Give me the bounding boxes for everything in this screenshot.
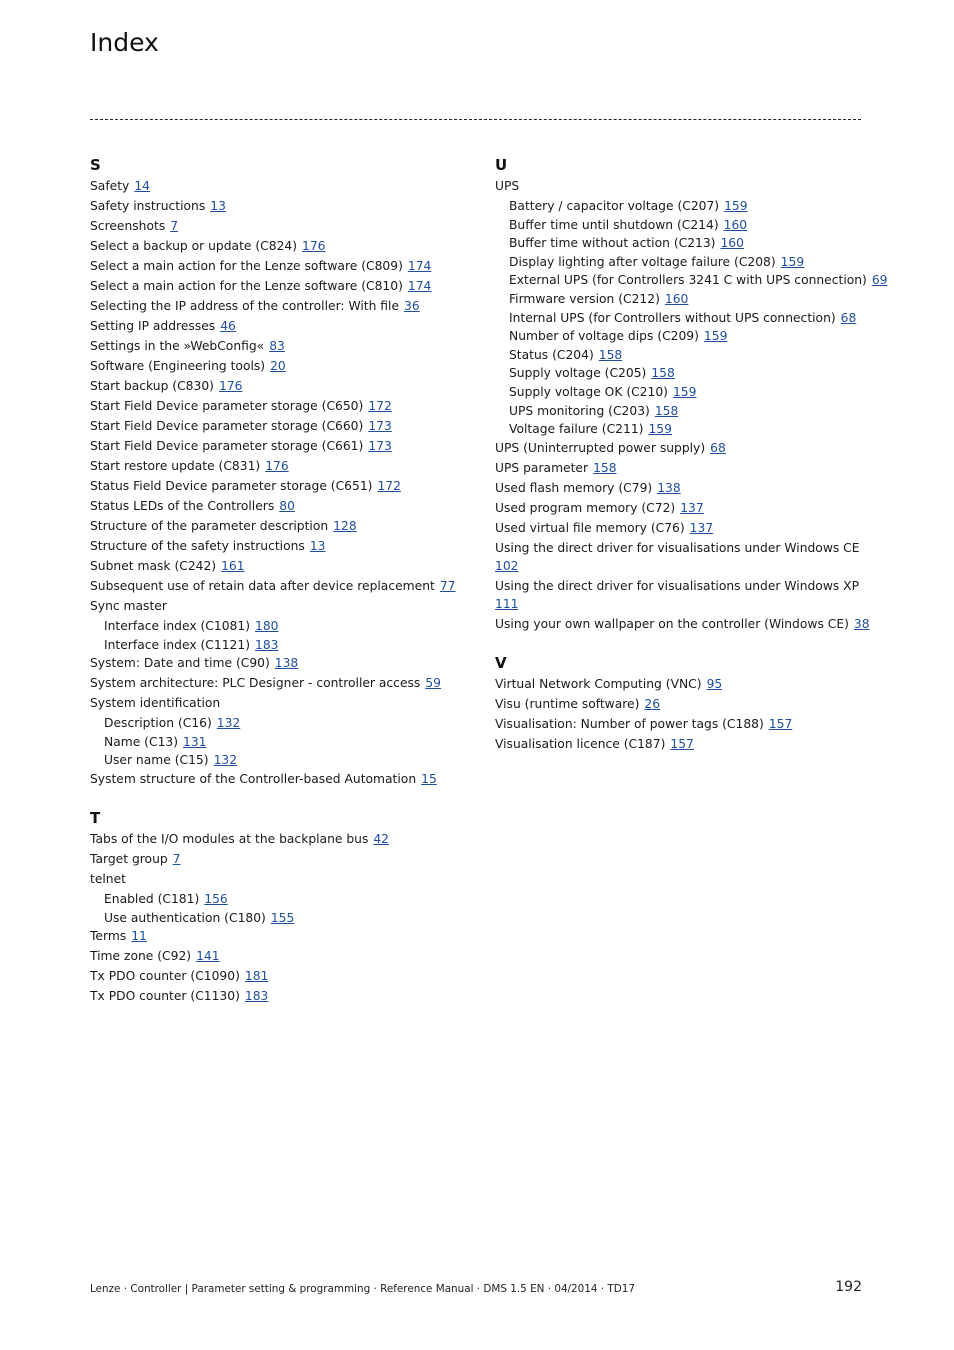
- page-link[interactable]: 138: [657, 480, 681, 495]
- page-link[interactable]: 83: [269, 339, 285, 353]
- entry-text: Used program memory (C72): [495, 500, 676, 515]
- page-link[interactable]: 36: [404, 299, 420, 313]
- entry-text: Interface index (C1121): [104, 637, 250, 652]
- index-subentry: [90, 890, 470, 908]
- index-entry: [90, 870, 470, 888]
- index-subentry: [90, 733, 470, 751]
- entry-list: [495, 177, 888, 633]
- page-link[interactable]: 173: [368, 419, 392, 433]
- index-subentry: [495, 346, 867, 364]
- header-separator: [90, 119, 861, 120]
- index-section-v: [495, 651, 867, 753]
- index-entry: [495, 177, 867, 195]
- page-link[interactable]: 14: [134, 179, 150, 193]
- index-entry: [90, 177, 470, 195]
- index-entry: [90, 417, 470, 435]
- page-link[interactable]: 7: [170, 219, 179, 233]
- section-gap: [495, 635, 867, 651]
- index-entry: [90, 457, 470, 475]
- index-section-s: [90, 153, 470, 788]
- entry-text: Target group: [90, 851, 168, 866]
- index-subentry: [495, 420, 867, 438]
- entry-text: Enabled (C181): [104, 891, 200, 906]
- index-entry: [90, 277, 470, 295]
- entry-text: Setting IP addresses: [90, 319, 216, 333]
- entry-text: Tx PDO counter (C1090): [90, 969, 240, 984]
- entry-text: Start Field Device parameter storage (C660): [90, 419, 364, 433]
- index-subentry: [495, 383, 867, 401]
- entry-text: Status (C204): [509, 347, 594, 362]
- index-entry: [90, 987, 470, 1005]
- entry-text: System structure of the Controller-based Automation: [90, 771, 417, 786]
- page-link[interactable]: 160: [664, 291, 689, 306]
- entry-text: Used flash memory (C79): [495, 480, 653, 495]
- page-link[interactable]: 157: [768, 716, 793, 731]
- page-link[interactable]: 68: [840, 310, 857, 325]
- entry-text: User name (C15): [104, 753, 209, 768]
- index-column-left: [90, 153, 470, 1007]
- index-entry: [495, 539, 867, 575]
- index-entry: [90, 357, 470, 375]
- page-link[interactable]: 159: [780, 254, 805, 269]
- index-entry: [90, 577, 470, 595]
- entry-text: Safety: [90, 179, 130, 193]
- index-entry: [90, 237, 470, 255]
- entry-list: [90, 830, 470, 1005]
- page-link[interactable]: 159: [672, 384, 697, 399]
- entry-text: Sync master: [90, 599, 167, 613]
- entry-text: Description (C16): [104, 716, 212, 731]
- index-entry: [495, 439, 867, 457]
- section-letter: U: [495, 156, 508, 174]
- entry-text: Software (Engineering tools): [90, 359, 266, 373]
- entry-text: Buffer time without action (C213): [509, 236, 716, 251]
- page-link[interactable]: 138: [274, 656, 299, 671]
- index-entry: [90, 217, 470, 235]
- page-link[interactable]: 141: [196, 949, 220, 964]
- index-entry: [90, 770, 470, 788]
- entry-text: System architecture: PLC Designer - controller access: [90, 676, 421, 691]
- index-entry: [495, 479, 867, 497]
- entry-text: Name (C13): [104, 734, 179, 749]
- page-link[interactable]: 174: [407, 279, 432, 293]
- page-link[interactable]: 137: [689, 520, 714, 535]
- entry-text: Visualisation: Number of power tags (C188): [495, 716, 764, 731]
- index-entry: [90, 477, 470, 495]
- page-link[interactable]: 20: [270, 359, 286, 373]
- page-link[interactable]: 174: [407, 259, 432, 273]
- index-subentry: [90, 909, 470, 927]
- index-entry: [90, 597, 470, 615]
- index-subentry: [90, 636, 470, 654]
- page-link[interactable]: 132: [216, 716, 241, 731]
- entry-text: Firmware version (C212): [509, 291, 660, 306]
- entry-text: Start Field Device parameter storage (C661): [90, 439, 364, 453]
- index-entry: [90, 297, 470, 315]
- entry-text: UPS: [495, 179, 520, 193]
- entry-text: Display lighting after voltage failure (C208): [509, 254, 776, 269]
- index-subentry: [495, 327, 867, 345]
- index-entry: [90, 927, 470, 945]
- section-letter: S: [90, 156, 101, 174]
- entry-text: Subsequent use of retain data after device replacement: [90, 579, 435, 593]
- page-link[interactable]: 158: [593, 460, 617, 475]
- page-link[interactable]: 160: [720, 236, 744, 251]
- entry-text: Battery / capacitor voltage (C207): [509, 199, 720, 213]
- entry-text: Used virtual file memory (C76): [495, 520, 685, 535]
- index-subentry: [495, 253, 867, 271]
- index-entry: [90, 654, 470, 672]
- entry-text: telnet: [90, 871, 126, 886]
- page-link[interactable]: 158: [651, 366, 675, 381]
- page-link[interactable]: 183: [255, 637, 279, 652]
- index-subentry: [495, 197, 867, 215]
- entry-text: System identification: [90, 696, 221, 711]
- entry-list: [90, 177, 470, 788]
- page-link[interactable]: 131: [183, 734, 207, 749]
- page-link[interactable]: 42: [373, 831, 390, 846]
- entry-text: Visualisation licence (C187): [495, 736, 666, 751]
- entry-text: Safety instructions: [90, 199, 206, 213]
- page-link[interactable]: 111: [495, 596, 519, 611]
- entry-text: External UPS (for Controllers 3241 C with UPS connection): [509, 273, 867, 288]
- page-link[interactable]: 157: [670, 736, 694, 751]
- page-link[interactable]: 69: [871, 273, 888, 288]
- entry-list: [495, 675, 867, 753]
- index-entry: [495, 577, 867, 613]
- page-link[interactable]: 172: [368, 399, 392, 413]
- entry-text: Use authentication (C180): [104, 910, 266, 925]
- index-entry: [90, 337, 470, 355]
- page-link[interactable]: 38: [853, 616, 870, 631]
- entry-text: Status LEDs of the Controllers: [90, 499, 275, 513]
- entry-text: Supply voltage OK (C210): [509, 384, 668, 399]
- page-link[interactable]: 15: [421, 771, 437, 786]
- index-subentry: [495, 271, 888, 289]
- index-subentry: [90, 751, 470, 769]
- index-entry: [90, 674, 470, 692]
- entry-text: Visu (runtime software): [495, 696, 640, 711]
- section-letter: V: [495, 653, 507, 672]
- index-subentry: [495, 234, 867, 252]
- entry-text: Structure of the safety instructions: [90, 539, 305, 553]
- page-link[interactable]: 102: [495, 558, 519, 573]
- section-letter: T: [90, 808, 101, 827]
- entry-text: Using the direct driver for visualisations under Windows XP: [495, 578, 860, 593]
- page-link[interactable]: 11: [131, 929, 147, 944]
- page-link[interactable]: 161: [221, 559, 245, 573]
- page-link[interactable]: 13: [210, 199, 226, 213]
- entry-text: Start backup (C830): [90, 379, 214, 393]
- index-entry: [90, 397, 470, 415]
- page-link[interactable]: 59: [425, 676, 441, 691]
- index-entry: [90, 257, 470, 275]
- index-entry: [90, 850, 470, 868]
- entry-text: UPS parameter: [495, 460, 589, 475]
- entry-text: Using your own wallpaper on the controller (Windows CE): [495, 616, 849, 631]
- index-entry: [495, 615, 870, 633]
- index-column-right: [495, 153, 888, 755]
- index-entry: [90, 377, 470, 395]
- page-link[interactable]: 176: [218, 379, 243, 393]
- entry-text: Settings in the »WebConfig«: [90, 339, 265, 353]
- entry-text: Tabs of the I/O modules at the backplane bus: [90, 831, 369, 846]
- index-entry: [90, 557, 470, 575]
- index-entry: [90, 197, 470, 215]
- page-link[interactable]: 128: [333, 519, 357, 533]
- entry-text: Select a main action for the Lenze software (C809): [90, 259, 403, 273]
- entry-text: Start Field Device parameter storage (C650): [90, 399, 364, 413]
- entry-text: Buffer time until shutdown (C214): [509, 217, 719, 232]
- index-subentry: [495, 290, 867, 308]
- entry-text: Internal UPS (for Controllers without UPS connection): [509, 310, 836, 325]
- page-link[interactable]: 68: [710, 440, 726, 455]
- page-link[interactable]: 159: [648, 422, 672, 437]
- index-entry: [495, 675, 867, 693]
- page-link[interactable]: 181: [244, 969, 269, 984]
- index-entry: [90, 317, 470, 335]
- index-entry: [495, 459, 867, 477]
- page-link[interactable]: 46: [220, 319, 236, 333]
- entry-text: Number of voltage dips (C209): [509, 329, 699, 344]
- index-section-u: [495, 153, 888, 633]
- entry-text: Start restore update (C831): [90, 459, 261, 473]
- page-link[interactable]: 159: [703, 329, 728, 344]
- entry-text: System: Date and time (C90): [90, 656, 270, 671]
- entry-text: Virtual Network Computing (VNC): [495, 676, 702, 691]
- index-entry: [495, 499, 867, 517]
- index-subentry: [90, 617, 470, 635]
- page-link[interactable]: 158: [598, 347, 623, 362]
- page-link[interactable]: 26: [644, 696, 661, 711]
- page-link[interactable]: 137: [680, 500, 704, 515]
- page-link[interactable]: 159: [724, 199, 748, 213]
- page-link[interactable]: 95: [706, 676, 723, 691]
- entry-text: Select a main action for the Lenze software (C810): [90, 279, 403, 293]
- entry-text: Selecting the IP address of the controller: With file: [90, 299, 400, 313]
- index-section-t: [90, 806, 470, 1005]
- index-entry: [90, 497, 470, 515]
- footer-text: Lenze · Controller | Parameter setting & programming · Reference Manual · DMS 1.5 EN · 04/2014 · TD17: [90, 1283, 635, 1295]
- index-entry: [90, 967, 470, 985]
- page-link[interactable]: 180: [255, 619, 279, 633]
- index-entry: [495, 519, 867, 537]
- entry-text: Supply voltage (C205): [509, 366, 647, 381]
- index-subentry: [495, 364, 867, 382]
- entry-text: Voltage failure (C211): [509, 422, 644, 437]
- index-entry: [90, 537, 470, 555]
- page-link[interactable]: 13: [309, 539, 326, 553]
- index-entry: [90, 694, 470, 712]
- index-entry: [90, 830, 470, 848]
- index-subentry: [90, 714, 470, 732]
- page-link[interactable]: 158: [654, 403, 679, 418]
- page-link[interactable]: 160: [723, 217, 748, 232]
- index-entry: [90, 947, 470, 965]
- page-link[interactable]: 77: [439, 579, 456, 593]
- page-link[interactable]: 7: [172, 851, 181, 866]
- page-link[interactable]: 156: [204, 891, 228, 906]
- entry-text: Select a backup or update (C824): [90, 239, 298, 253]
- entry-text: Terms: [90, 929, 127, 944]
- entry-text: Structure of the parameter description: [90, 519, 329, 533]
- page-link[interactable]: 176: [265, 459, 289, 473]
- page-link[interactable]: 80: [279, 499, 295, 513]
- page-link[interactable]: 132: [213, 753, 238, 768]
- entry-text: Using the direct driver for visualisations under Windows CE: [495, 540, 860, 555]
- entry-text: Status Field Device parameter storage (C651): [90, 479, 373, 493]
- page-number: 192: [835, 1279, 862, 1295]
- entry-text: UPS monitoring (C203): [509, 403, 650, 418]
- entry-text: Tx PDO counter (C1130): [90, 989, 240, 1004]
- index-entry: [90, 437, 470, 455]
- index-subentry: [495, 402, 867, 420]
- entry-text: Interface index (C1081): [104, 619, 250, 633]
- section-gap: [90, 790, 470, 806]
- index-entry: [495, 735, 867, 753]
- entry-text: Subnet mask (C242): [90, 559, 217, 573]
- page-link[interactable]: 176: [302, 239, 326, 253]
- index-entry: [90, 517, 470, 535]
- page-link[interactable]: 172: [377, 479, 401, 493]
- index-subentry: [495, 309, 867, 327]
- entry-text: UPS (Uninterrupted power supply): [495, 440, 706, 455]
- index-entry: [495, 695, 867, 713]
- entry-text: Screenshots: [90, 219, 166, 233]
- page-title: Index: [90, 28, 159, 57]
- page-link[interactable]: 183: [244, 989, 269, 1004]
- page-link[interactable]: 173: [368, 439, 392, 453]
- index-entry: [495, 715, 867, 733]
- entry-text: Time zone (C92): [90, 949, 192, 964]
- index-subentry: [495, 216, 867, 234]
- page-link[interactable]: 155: [270, 910, 295, 925]
